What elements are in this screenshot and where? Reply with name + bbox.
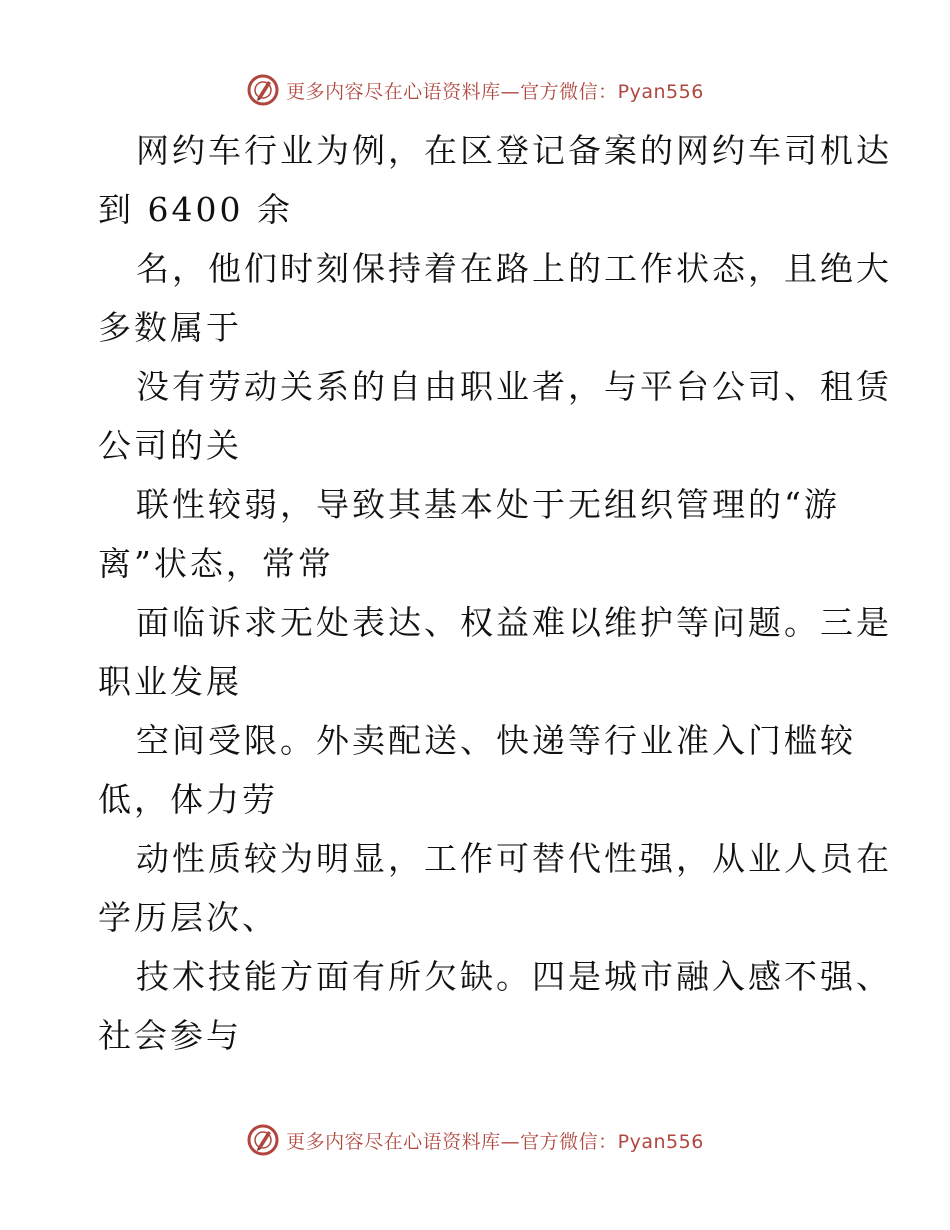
text-line: 多数属于 [98,308,242,347]
footer-watermark [0,1120,950,1160]
text-line: 联性较弱，导致其基本处于无组织管理的“游 [136,485,840,524]
text-line: 面临诉求无处表达、权益难以维护等问题。三是 [136,603,892,642]
text-line: 没有劳动关系的自由职业者，与平台公司、租赁 [136,367,892,406]
text-line: 到 6400 余 [98,190,293,229]
watermark-text: 更多内容尽在心语资料库—官方微信：Pyan556 [286,1130,704,1153]
text-line: 职业发展 [98,662,242,701]
text-line: 动性质较为明显，工作可替代性强，从业人员在 [136,839,892,878]
text-line: 空间受限。外卖配送、快递等行业准入门槛较 [136,721,856,760]
text-line: 网约车行业为例，在区登记备案的网约车司机达 [136,131,892,170]
text-line: 公司的关 [98,426,242,465]
text-line: 学历层次、 [98,898,278,937]
watermark-text: 更多内容尽在心语资料库—官方微信：Pyan556 [286,80,704,103]
pen-circle-logo-icon [246,1123,280,1157]
text-line: 离”状态，常常 [98,544,334,583]
pen-circle-logo-icon [246,73,280,107]
text-line: 名，他们时刻保持着在路上的工作状态，且绝大 [136,249,892,288]
text-line: 技术技能方面有所欠缺。四是城市融入感不强、 [136,957,892,996]
document-body [98,121,892,1065]
header-watermark [0,70,950,110]
text-line: 低，体力劳 [98,780,278,819]
text-line: 社会参与 [98,1016,242,1055]
